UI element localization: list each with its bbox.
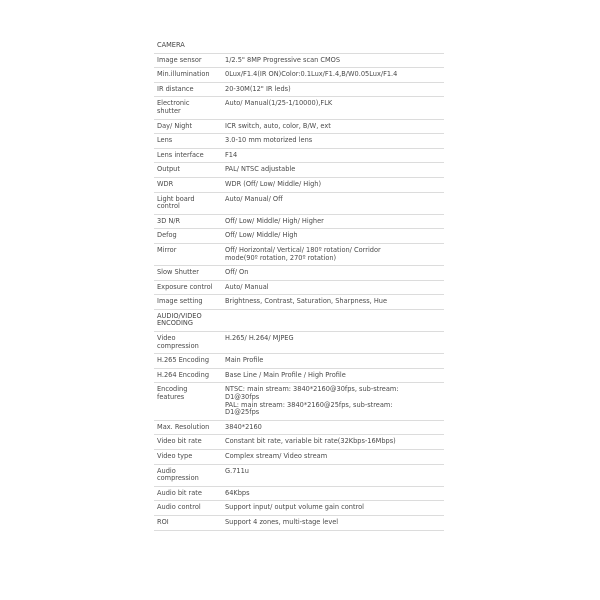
spec-label: Slow Shutter: [154, 266, 222, 281]
spec-row: [154, 82, 444, 97]
spec-label: Audio control: [154, 501, 222, 516]
spec-value: H.265/ H.264/ MJPEG: [222, 332, 444, 354]
spec-row: [154, 119, 444, 134]
spec-value: Auto/ Manual: [222, 280, 444, 295]
spec-row: [154, 332, 444, 354]
spec-label: Mirror: [154, 243, 222, 265]
spec-label: Image sensor: [154, 53, 222, 68]
spec-row: [154, 163, 444, 178]
spec-value: Off/ Low/ Middle/ High: [222, 229, 444, 244]
spec-value: PAL/ NTSC adjustable: [222, 163, 444, 178]
spec-label: Defog: [154, 229, 222, 244]
spec-row: [154, 486, 444, 501]
spec-label: Audio bit rate: [154, 486, 222, 501]
spec-row: [154, 464, 444, 486]
spec-row: [154, 53, 444, 68]
spec-row: [154, 450, 444, 465]
spec-label: H.265 Encoding: [154, 354, 222, 369]
spec-label: Video bit rate: [154, 435, 222, 450]
spec-value: 3840*2160: [222, 420, 444, 435]
spec-row: [154, 435, 444, 450]
spec-value: 20-30M(12" IR leds): [222, 82, 444, 97]
spec-value: 64Kbps: [222, 486, 444, 501]
spec-row: [154, 68, 444, 83]
spec-value: NTSC: main stream: 3840*2160@30fps, sub-stream: D1@30fps PAL: main stream: 3840*2160@25fps, sub-stream: D1@25fps: [222, 383, 444, 420]
spec-label: Day/ Night: [154, 119, 222, 134]
specification-table-body: [154, 39, 444, 530]
spec-row: [154, 214, 444, 229]
spec-label: IR distance: [154, 82, 222, 97]
spec-value: Auto/ Manual/ Off: [222, 192, 444, 214]
spec-label: Lens: [154, 134, 222, 149]
spec-value: Off/ Horizontal/ Vertical/ 180º rotation/ Corridor mode(90º rotation, 270º rotation): [222, 243, 444, 265]
spec-label: Video type: [154, 450, 222, 465]
spec-value: Main Profile: [222, 354, 444, 369]
spec-value: ICR switch, auto, color, B/W, ext: [222, 119, 444, 134]
spec-value: 0Lux/F1.4(IR ON)Color:0.1Lux/F1.4,B/W0.05Lux/F1.4: [222, 68, 444, 83]
spec-label: Audio compression: [154, 464, 222, 486]
spec-value: Support input/ output volume gain control: [222, 501, 444, 516]
specification-table: [154, 39, 444, 531]
spec-label: Encoding features: [154, 383, 222, 420]
spec-label: Image setting: [154, 295, 222, 310]
spec-label: Electronic shutter: [154, 97, 222, 119]
spec-label: Light board control: [154, 192, 222, 214]
spec-row: [154, 192, 444, 214]
spec-row: [154, 148, 444, 163]
spec-label: Lens interface: [154, 148, 222, 163]
spec-row: [154, 97, 444, 119]
spec-row: [154, 515, 444, 530]
spec-label: H.264 Encoding: [154, 368, 222, 383]
spec-value: Off/ On: [222, 266, 444, 281]
spec-row: [154, 501, 444, 516]
section-header-row: [154, 309, 444, 331]
spec-value: 3.0-10 mm motorized lens: [222, 134, 444, 149]
spec-label: ROI: [154, 515, 222, 530]
spec-value: WDR (Off/ Low/ Middle/ High): [222, 177, 444, 192]
spec-row: [154, 134, 444, 149]
section-title: AUDIO/VIDEO ENCODING: [154, 309, 444, 331]
spec-value: Base Line / Main Profile / High Profile: [222, 368, 444, 383]
spec-value: Off/ Low/ Middle/ High/ Higher: [222, 214, 444, 229]
spec-label: WDR: [154, 177, 222, 192]
spec-row: [154, 229, 444, 244]
spec-label: 3D N/R: [154, 214, 222, 229]
spec-label: Video compression: [154, 332, 222, 354]
section-title: CAMERA: [154, 39, 444, 53]
spec-row: [154, 280, 444, 295]
spec-label: Exposure control: [154, 280, 222, 295]
spec-row: [154, 368, 444, 383]
spec-value: F14: [222, 148, 444, 163]
spec-row: [154, 266, 444, 281]
spec-value: Support 4 zones, multi-stage level: [222, 515, 444, 530]
spec-row: [154, 243, 444, 265]
spec-value: Complex stream/ Video stream: [222, 450, 444, 465]
spec-row: [154, 295, 444, 310]
spec-row: [154, 383, 444, 420]
spec-value: G.711u: [222, 464, 444, 486]
spec-row: [154, 177, 444, 192]
spec-value: Brightness, Contrast, Saturation, Sharpness, Hue: [222, 295, 444, 310]
spec-label: Output: [154, 163, 222, 178]
spec-value: Constant bit rate, variable bit rate(32Kbps-16Mbps): [222, 435, 444, 450]
spec-row: [154, 420, 444, 435]
spec-label: Max. Resolution: [154, 420, 222, 435]
spec-label: Min.illumination: [154, 68, 222, 83]
section-header-row: [154, 39, 444, 53]
spec-row: [154, 354, 444, 369]
spec-value: Auto/ Manual(1/25-1/10000),FLK: [222, 97, 444, 119]
spec-value: 1/2.5" 8MP Progressive scan CMOS: [222, 53, 444, 68]
